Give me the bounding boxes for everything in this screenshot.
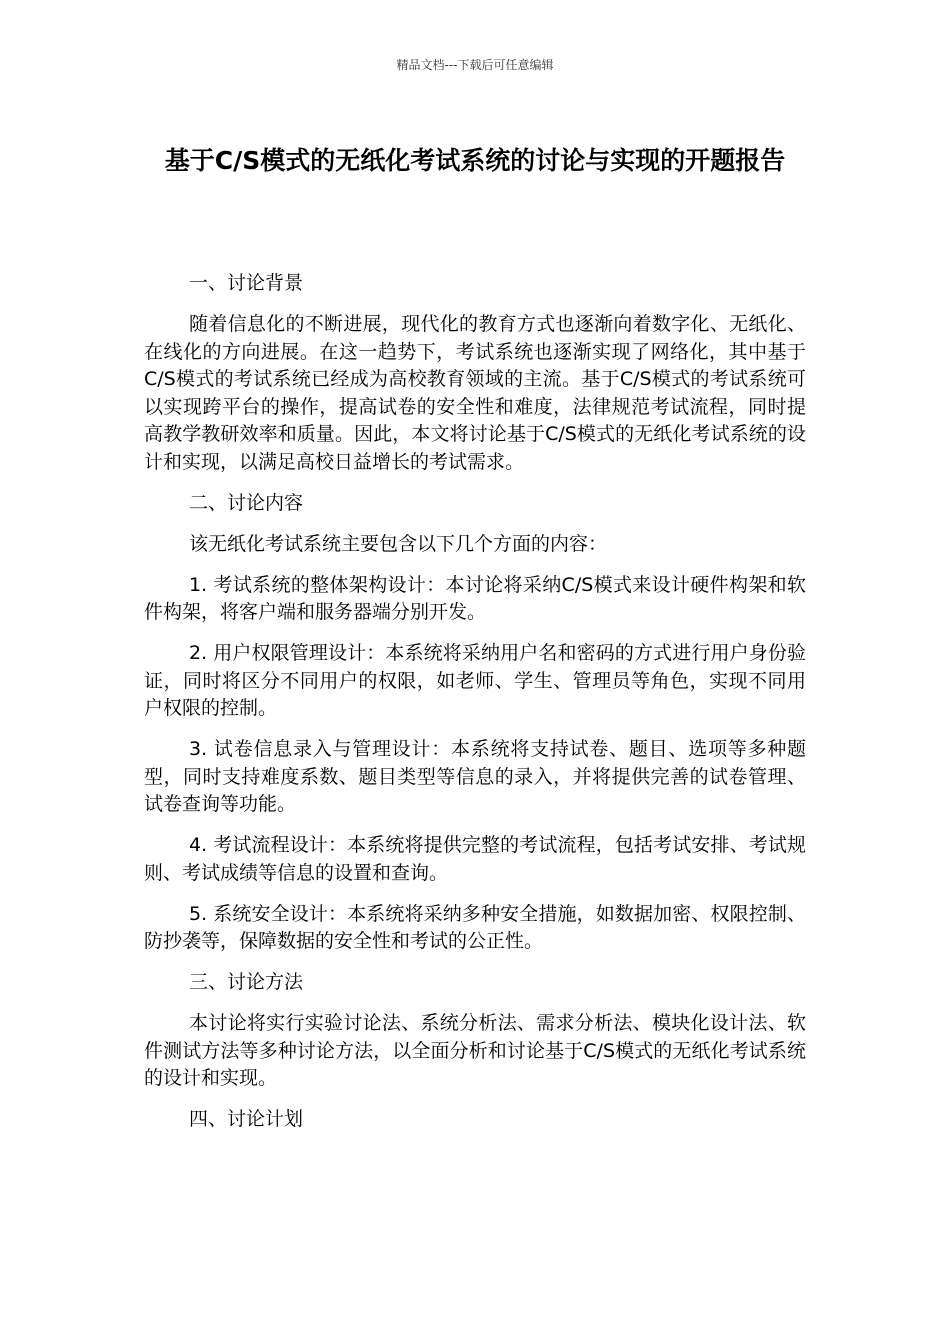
document-title: 基于C/S模式的无纸化考试系统的讨论与实现的开题报告 (164, 146, 786, 175)
paragraph-content-intro: 该无纸化考试系统主要包含以下几个方面的内容： (189, 532, 608, 555)
page-header: 精品文档---下载后可任意编辑 (396, 58, 554, 72)
paragraph-method: 本讨论将实行实验讨论法、系统分析法、需求分析法、模块化设计法、软件测试方法等多种讨论方法，以全面分析和讨论基于C/S模式的无纸化考试系统的设计和实现。 (144, 1012, 806, 1089)
section-heading-content: 二、讨论内容 (189, 491, 304, 514)
list-item-architecture: 1. 考试系统的整体架构设计：本讨论将采纳C/S模式来设计硬件构架和软件构架，将客户端和服务器端分别开发。 (144, 573, 806, 623)
list-item-exam-papers: 3. 试卷信息录入与管理设计：本系统将支持试卷、题目、选项等多种题型，同时支持难度系数、题目类型等信息的录入，并将提供完善的试卷管理、试卷查询等功能。 (144, 738, 806, 815)
section-heading-method: 三、讨论方法 (189, 971, 304, 993)
list-item-exam-process: 4. 考试流程设计：本系统将提供完整的考试流程，包括考试安排、考试规则、考试成绩等信息的设置和查询。 (144, 834, 806, 884)
list-item-permissions: 2. 用户权限管理设计：本系统将采纳用户名和密码的方式进行用户身份验证，同时将区分不同用户的权限，如老师、学生、管理员等角色，实现不同用户权限的控制。 (144, 642, 806, 719)
list-item-security: 5. 系统安全设计：本系统将采纳多种安全措施，如数据加密、权限控制、防抄袭等，保障数据的安全性和考试的公正性。 (144, 902, 806, 952)
paragraph-background: 随着信息化的不断进展，现代化的教育方式也逐渐向着数字化、无纸化、在线化的方向进展。在这一趋势下，考试系统也逐渐实现了网络化，其中基于C/S模式的考试系统已经成为高校教育领域的主流。基于C/S模式的考试系统可以实现跨平台的操作，提高试卷的安全性和难度，法律规范考试流程，同时提高教学教研效率和质量。因此，本文将讨论基于C/S模式的无纸化考试系统的设计和实现，以满足高校日益增长的考试需求。 (144, 313, 806, 473)
section-heading-plan: 四、讨论计划 (189, 1108, 304, 1130)
section-heading-background: 一、讨论背景 (189, 272, 304, 294)
document-body (144, 270, 806, 1147)
